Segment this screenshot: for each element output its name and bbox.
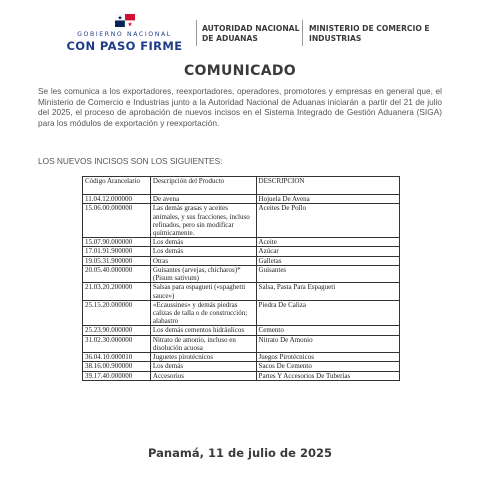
cell-code: 31.02.30.000000 [83, 335, 151, 352]
table-row [83, 371, 400, 380]
cell-code: 19.05.31.900000 [83, 256, 151, 265]
cell-product: De avena [150, 195, 256, 204]
column-header-description: DESCRIPCION [256, 177, 399, 195]
header-divider [302, 20, 303, 46]
cell-product: Salsas para espagueti («spaghetti sauce») [150, 283, 256, 300]
table-row [83, 266, 400, 283]
column-header-code: Código Arancelario [83, 177, 151, 195]
table-row [83, 195, 400, 204]
intro-paragraph: Se les comunica a los exportadores, reexportadores, operadores, promotores y empresas en general que, el Ministerio de Comercio e Industrias junto a la Autoridad Nacional de Aduanas iniciarán a partir del 21 de julio del 2025, el proceso de aprobación de nuevos incisos en el Sistema Integrado de Gestión Aduanera (SIGA) para los módulos de exportación y reexportación. [38, 86, 442, 128]
header-divider [196, 20, 197, 46]
cell-code: 21.03.20.200000 [83, 283, 151, 300]
cell-description: Azúcar [256, 247, 399, 256]
cell-product: Otras [150, 256, 256, 265]
cell-description: Cemento [256, 326, 399, 335]
cell-code: 25.15.20.000000 [83, 300, 151, 326]
cell-description: Nitrato De Amonio [256, 335, 399, 352]
cell-description: Aceite [256, 238, 399, 247]
cell-code: 11.04.12.000000 [83, 195, 151, 204]
cell-description: Salsa, Pasta Para Espagueti [256, 283, 399, 300]
cell-product: Nitrato de amonio, incluso en disolución acuosa [150, 335, 256, 352]
cell-description: Piedra De Caliza [256, 300, 399, 326]
cell-product: Accesorios [150, 371, 256, 380]
government-logo [52, 14, 197, 54]
cell-product: Juguetes pirotécnicos [150, 353, 256, 362]
cell-product: Las demás grasas y aceites animales, y sus fracciones, incluso refinados, pero sin modificar químicamente. [150, 204, 256, 238]
cell-code: 15.06.00.000000 [83, 204, 151, 238]
cell-product: «Ecaussines» y demás piedras calizas de talla o de construcción; alabastro [150, 300, 256, 326]
cell-code: 38.16.00.900000 [83, 362, 151, 371]
tariff-table [82, 176, 400, 381]
cell-code: 25.23.90.000000 [83, 326, 151, 335]
cell-code: 20.05.40.000000 [83, 266, 151, 283]
cell-description: Galletas [256, 256, 399, 265]
cell-product: Los demás [150, 362, 256, 371]
table-row [83, 326, 400, 335]
table-row [83, 204, 400, 238]
table-row [83, 247, 400, 256]
gov-line2: CON PASO FIRME [66, 39, 183, 53]
cell-product: Los demás [150, 247, 256, 256]
table-row [83, 238, 400, 247]
page-title: COMUNICADO [183, 63, 297, 79]
cell-code: 15.07.90.000000 [83, 238, 151, 247]
column-header-product: Descripción del Producto [150, 177, 256, 195]
document-header [0, 0, 480, 62]
cell-description: Juegos Pirotécnicos [256, 353, 399, 362]
section-subheading: LOS NUEVOS INCISOS SON LOS SIGUIENTES: [38, 156, 223, 166]
cell-code: 17.01.91.900000 [83, 247, 151, 256]
table-row [83, 335, 400, 352]
table-body [83, 195, 400, 381]
table-row [83, 362, 400, 371]
org-ministerio: MINISTERIO DE COMERCIO E INDUSTRIAS [309, 24, 430, 43]
table-row [83, 256, 400, 265]
table-header-row [83, 177, 400, 195]
table-row [83, 353, 400, 362]
cell-description: Guisantes [256, 266, 399, 283]
panama-flag-icon [115, 14, 135, 27]
gov-line1: GOBIERNO NACIONAL [77, 31, 172, 38]
footer-date: Panamá, 11 de julio de 2025 [148, 446, 332, 460]
table-row [83, 283, 400, 300]
cell-product: Los demás [150, 238, 256, 247]
table-row [83, 300, 400, 326]
cell-product: Los demás cementos hidráulicos [150, 326, 256, 335]
cell-product: Guisantes (arvejas, chícharos)* (Pisum sativum) [150, 266, 256, 283]
cell-description: Hojuela De Avena [256, 195, 399, 204]
cell-description: Aceites De Pollo [256, 204, 399, 238]
cell-description: Sacos De Cemento [256, 362, 399, 371]
org-aduanas: AUTORIDAD NACIONAL DE ADUANAS [202, 24, 300, 43]
cell-code: 39.17.40.000000 [83, 371, 151, 380]
cell-code: 36.04.10.000010 [83, 353, 151, 362]
cell-description: Partes Y Accesorios De Tuberías [256, 371, 399, 380]
